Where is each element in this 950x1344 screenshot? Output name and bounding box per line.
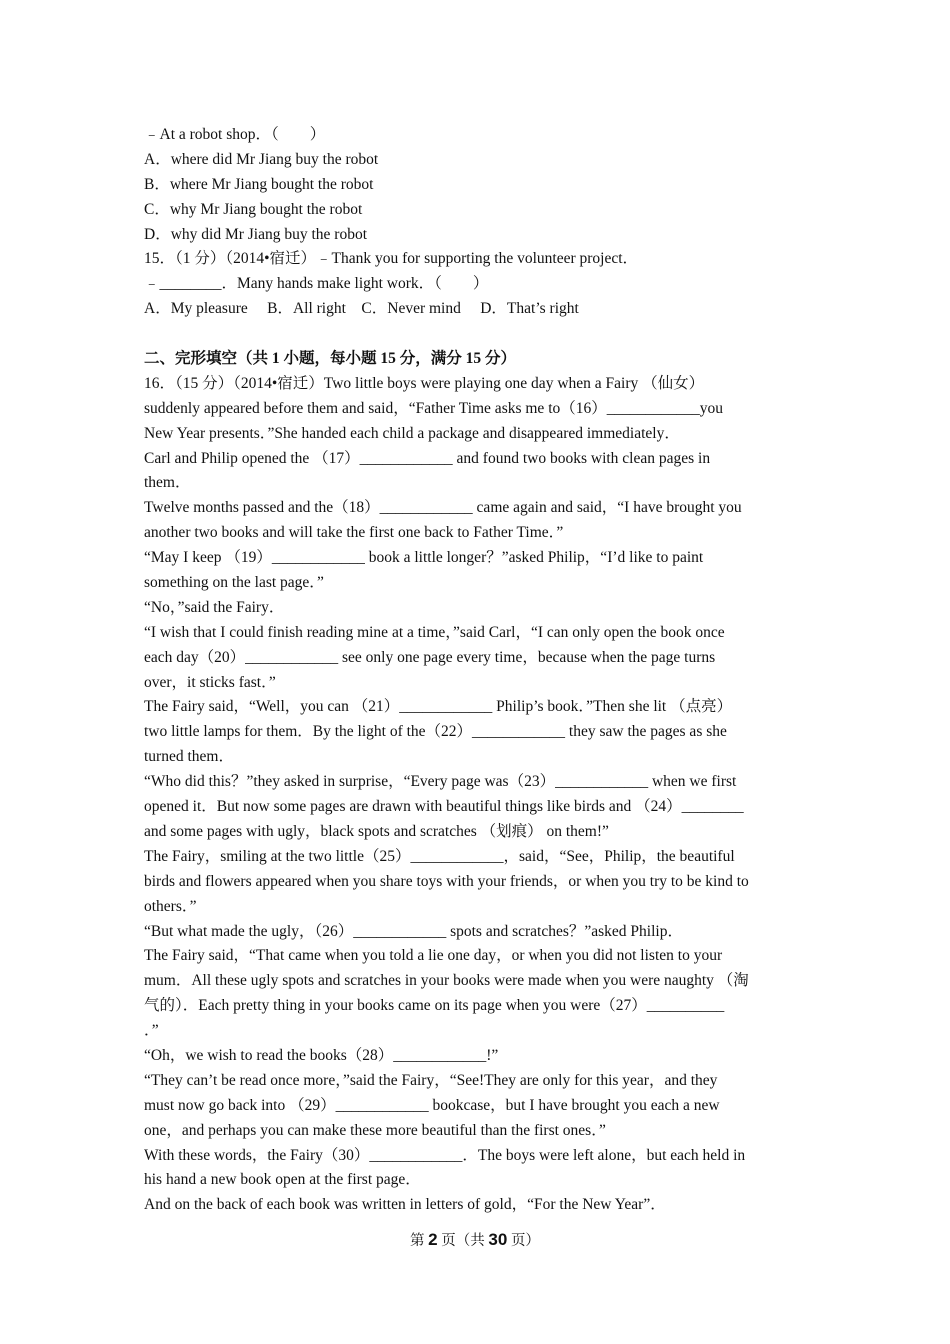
passage-line: Twelve months passed and the（18）____________ came again and said，“I have brought you — [144, 499, 742, 517]
passage-line: his hand a new book open at the first page． — [144, 1171, 421, 1189]
q15-options: A．My pleasure B．All right C．Never mind D．That’s right — [144, 300, 579, 318]
page-footer — [0, 1229, 950, 1252]
passage-line: 气的）．Each pretty thing in your books came on its page when you were（27）__________ — [144, 997, 725, 1015]
total-page-number: 30 — [488, 1230, 508, 1249]
passage-line: opened it．But now some pages are drawn with beautiful things like birds and （24）________ — [144, 798, 744, 816]
section-heading: 二、完形填空（共 1 小题，每小题 15 分，满分 15 分） — [144, 350, 517, 368]
passage-line: 16．（15 分）（2014•宿迁）Two little boys were playing one day when a Fairy （仙女） — [144, 374, 705, 392]
passage-line: another two books and will take the first one back to Father Time．” — [144, 524, 564, 542]
passage-line: two little lamps for them．By the light of the（22）____________ they saw the pages as she — [144, 723, 727, 741]
passage-line: and some pages with ugly，black spots and scratches （划痕） on them!” — [144, 822, 609, 840]
passage-line: The Fairy，smiling at the two little（25）____________，said，“See，Philip，the beautiful — [144, 847, 735, 865]
passage-line: over，it sticks fast．” — [144, 673, 276, 691]
passage-line: With these words，the Fairy（30）____________．The boys were left alone，but each held in — [144, 1146, 746, 1164]
q15-reply: ﹣________．Many hands make light work．（ ） — [144, 275, 489, 293]
passage-line: birds and flowers appeared when you share toys with your friends，or when you try to be kind to — [144, 872, 749, 890]
q14-option-d: D．why did Mr Jiang buy the robot — [144, 225, 368, 243]
passage-line: mum．All these ugly spots and scratches in your books were made when you were naughty （淘 — [144, 972, 749, 990]
q14-answer-line: ﹣At a robot shop．（ ） — [144, 126, 326, 143]
passage-line: turned them． — [144, 748, 234, 766]
passage-line: ．” — [144, 1022, 159, 1040]
passage-line: one，and perhaps you can make these more beautiful than the first ones．” — [144, 1121, 606, 1139]
passage-line: New Year presents．”She handed each child a package and disappeared immediately． — [144, 424, 680, 442]
q15-stem: 15．（1 分）（2014•宿迁）﹣Thank you for supporting the volunteer project． — [144, 250, 639, 268]
passage-line: “I wish that I could finish reading mine at a time，”said Carl，“I can only open the book once — [144, 623, 725, 641]
cloze-passage — [144, 372, 809, 1218]
passage-line: The Fairy said，“That came when you told a lie one day，or when you did not listen to your — [144, 947, 723, 965]
passage-line: Carl and Philip opened the （17）____________ and found two books with clean pages in — [144, 449, 711, 467]
passage-line: them． — [144, 474, 191, 492]
passage-line: each day（20）____________ see only one page every time，because when the page turns — [144, 648, 716, 666]
footer-middle: 页（共 — [441, 1233, 485, 1249]
passage-line: suddenly appeared before them and said，“Father Time asks me to（16）____________you — [144, 399, 723, 417]
passage-line: “May I keep （19）____________ book a little longer？”asked Philip，“I’d like to paint — [144, 549, 704, 567]
footer-prefix: 第 — [410, 1233, 425, 1249]
q14-option-b: B．where Mr Jiang bought the robot — [144, 175, 374, 193]
passage-line: “Who did this？”they asked in surprise，“Every page was（23）____________ when we first — [144, 773, 737, 791]
passage-line: “No，”said the Fairy． — [144, 598, 285, 616]
q14-option-a: A．where did Mr Jiang buy the robot — [144, 150, 379, 168]
document-page — [144, 123, 809, 1218]
current-page-number: 2 — [428, 1230, 438, 1249]
passage-line: And on the back of each book was written in letters of gold，“For the New Year”． — [144, 1196, 666, 1214]
q14-option-c: C．why Mr Jiang bought the robot — [144, 200, 363, 218]
footer-suffix: 页） — [510, 1233, 540, 1249]
passage-line: something on the last page．” — [144, 574, 324, 592]
passage-line: “They can’t be read once more，”said the Fairy，“See!They are only for this year，and they — [144, 1071, 718, 1089]
passage-line: The Fairy said，“Well，you can （21）____________ Philip’s book．”Then she lit （点亮） — [144, 698, 733, 716]
passage-line: “Oh，we wish to read the books（28）____________!” — [144, 1046, 499, 1064]
passage-line: others．” — [144, 897, 197, 915]
passage-line: must now go back into （29）____________ bookcase，but I have brought you each a new — [144, 1096, 720, 1114]
section-spacer — [144, 322, 809, 347]
passage-line: “But what made the ugly，（26）____________ spots and scratches？”asked Philip． — [144, 922, 683, 940]
